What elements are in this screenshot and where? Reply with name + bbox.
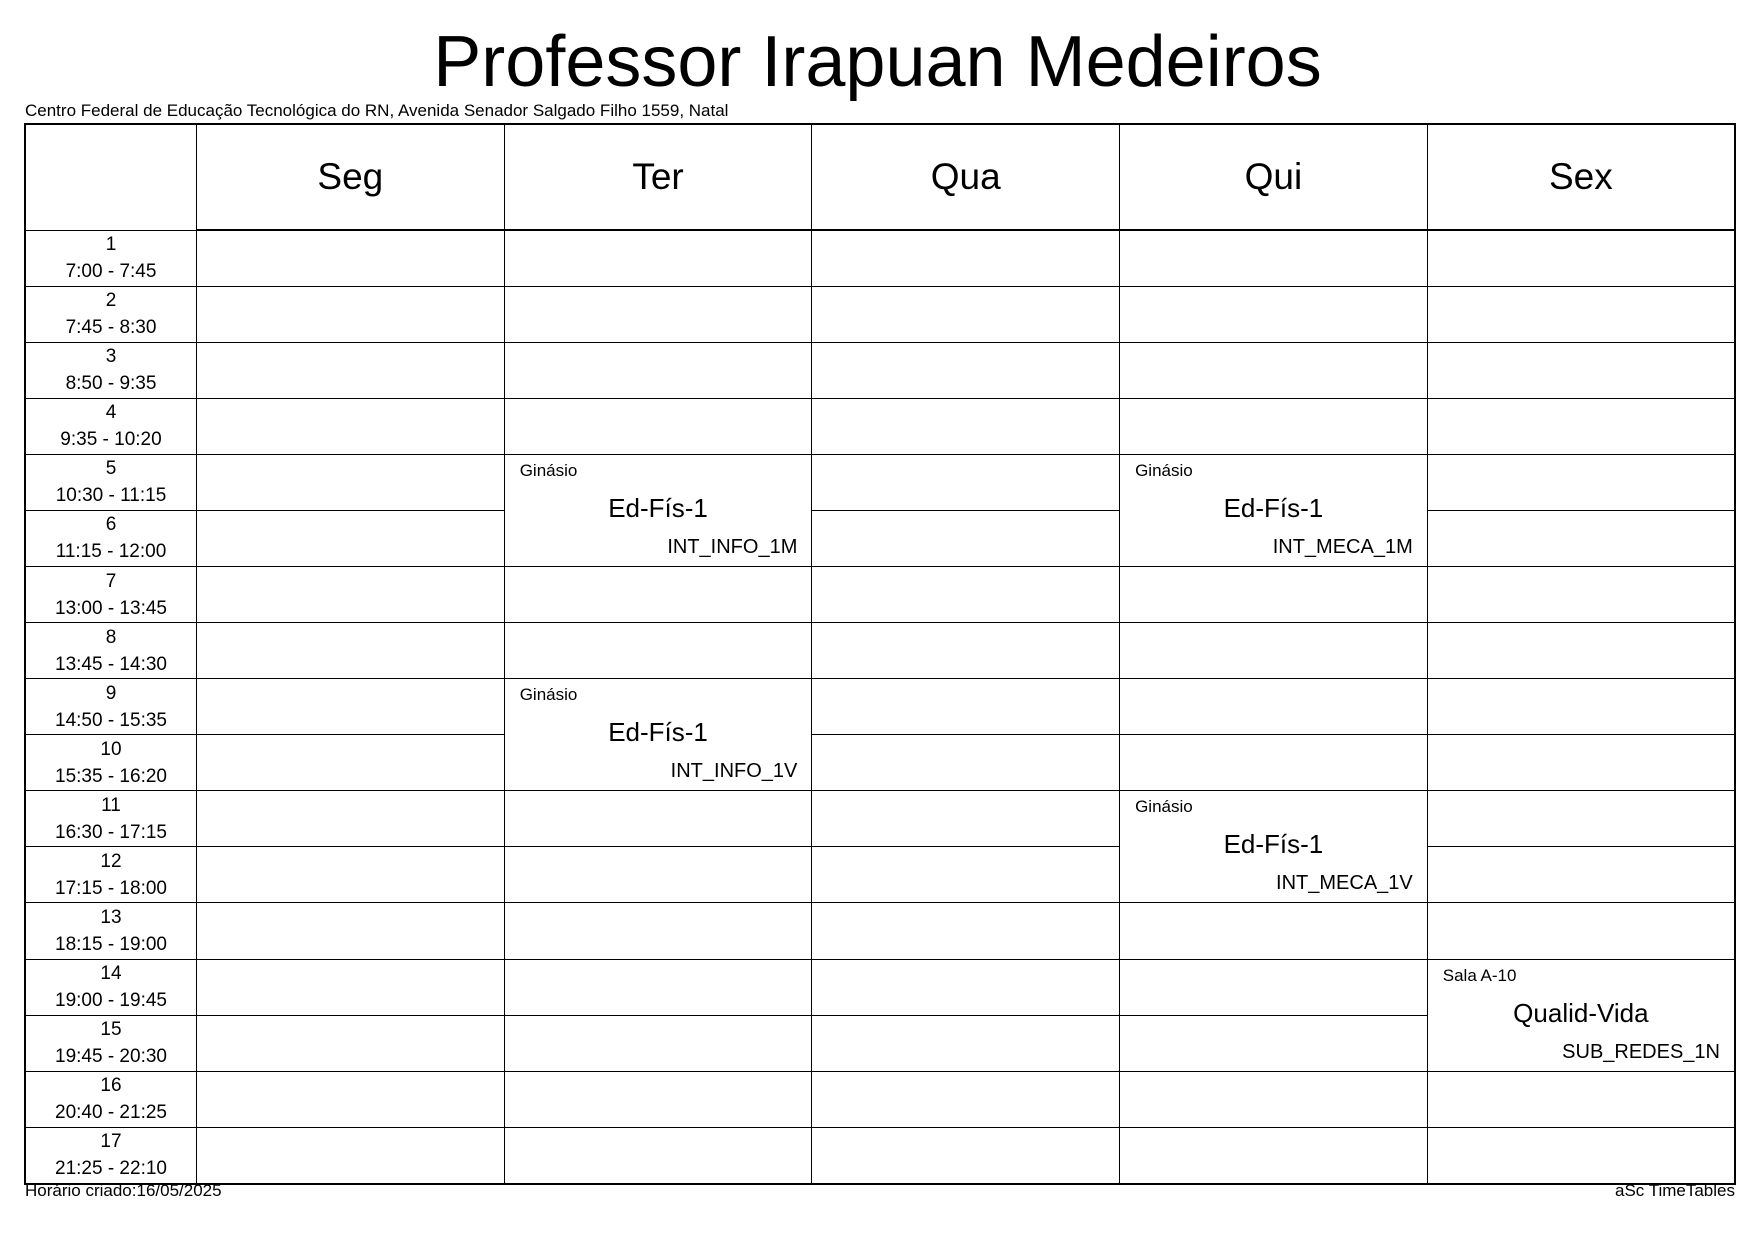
lesson-class: INT_INFO_1V: [670, 760, 798, 783]
empty-slot: [197, 398, 505, 454]
empty-slot: [812, 791, 1120, 847]
empty-slot: [197, 903, 505, 959]
day-header-ter: Ter: [504, 124, 812, 230]
empty-slot: [504, 286, 812, 342]
period-time: 18:15 - 19:00: [55, 933, 167, 955]
school-address: Centro Federal de Educação Tecnológica do RN, Avenida Senador Salgado Filho 1559, Natal: [25, 101, 729, 120]
period-time: 7:00 - 7:45: [65, 261, 157, 283]
period-number: 7: [105, 570, 117, 592]
empty-slot: [1120, 230, 1428, 286]
empty-slot: [1427, 286, 1735, 342]
empty-slot: [1427, 454, 1735, 510]
empty-slot: [812, 735, 1120, 791]
empty-slot: [1427, 903, 1735, 959]
period-row: [25, 286, 1735, 342]
empty-slot: [812, 286, 1120, 342]
empty-slot: [197, 454, 505, 510]
day-header-row: [25, 124, 1735, 230]
empty-slot: [812, 398, 1120, 454]
period-number: 8: [105, 626, 117, 648]
empty-slot: [1120, 1071, 1428, 1127]
empty-slot: [504, 1015, 812, 1071]
empty-slot: [504, 1127, 812, 1184]
period-number: 4: [105, 402, 117, 424]
period-number: 9: [105, 682, 117, 704]
lesson-room: Ginásio: [519, 460, 578, 480]
empty-slot: [197, 679, 505, 735]
empty-slot: [197, 286, 505, 342]
lesson-subject: Ed-Fís-1: [1223, 492, 1324, 523]
period-row: [25, 342, 1735, 398]
period-number: 10: [100, 738, 122, 760]
period-time: 19:45 - 20:30: [55, 1046, 167, 1068]
period-label: [25, 847, 197, 903]
empty-slot: [812, 454, 1120, 510]
day-header-qua: Qua: [812, 124, 1120, 230]
period-row: [25, 398, 1735, 454]
empty-slot: [1427, 1071, 1735, 1127]
empty-slot: [504, 903, 812, 959]
empty-slot: [1120, 342, 1428, 398]
empty-slot: [1427, 566, 1735, 622]
period-label: [25, 398, 197, 454]
period-row: [25, 791, 1735, 847]
period-time: 17:15 - 18:00: [55, 877, 167, 899]
period-label: [25, 566, 197, 622]
empty-slot: [812, 566, 1120, 622]
empty-slot: [1427, 1127, 1735, 1184]
empty-slot: [1120, 623, 1428, 679]
empty-slot: [812, 623, 1120, 679]
day-header-sex: Sex: [1427, 124, 1735, 230]
period-time: 13:00 - 13:45: [55, 597, 167, 619]
empty-slot: [504, 398, 812, 454]
period-number: 12: [100, 850, 122, 872]
period-label: [25, 791, 197, 847]
period-number: 5: [105, 458, 117, 480]
period-time: 21:25 - 22:10: [55, 1158, 167, 1180]
period-number: 1: [105, 234, 117, 256]
empty-slot: [812, 1071, 1120, 1127]
empty-slot: [197, 510, 505, 566]
lesson-cell[interactable]: [1120, 454, 1428, 566]
period-label: [25, 342, 197, 398]
period-number: 17: [100, 1131, 122, 1153]
period-row: [25, 959, 1735, 1015]
period-label: [25, 286, 197, 342]
empty-slot: [812, 230, 1120, 286]
empty-slot: [504, 623, 812, 679]
period-label: [25, 679, 197, 735]
empty-slot: [1427, 230, 1735, 286]
period-number: 6: [105, 514, 117, 536]
empty-slot: [504, 566, 812, 622]
lesson-room: Sala A-10: [1442, 965, 1517, 985]
period-row: [25, 454, 1735, 510]
page-title: Professor Irapuan Medeiros: [433, 22, 1322, 102]
period-label: [25, 510, 197, 566]
period-time: 15:35 - 16:20: [55, 765, 167, 787]
empty-slot: [1120, 679, 1428, 735]
empty-slot: [1427, 510, 1735, 566]
lesson-cell[interactable]: [1120, 791, 1428, 903]
period-label: [25, 454, 197, 510]
period-label: [25, 1071, 197, 1127]
empty-slot: [1427, 623, 1735, 679]
period-number: 11: [101, 794, 121, 816]
lesson-cell[interactable]: [504, 454, 812, 566]
period-row: [25, 1127, 1735, 1184]
empty-slot: [1120, 735, 1428, 791]
period-number: 14: [100, 963, 122, 985]
empty-slot: [197, 230, 505, 286]
empty-slot: [812, 903, 1120, 959]
period-time: 10:30 - 11:15: [55, 485, 167, 507]
period-row: [25, 735, 1735, 791]
day-header-qui: Qui: [1120, 124, 1428, 230]
period-label: [25, 735, 197, 791]
period-row: [25, 623, 1735, 679]
empty-slot: [504, 1071, 812, 1127]
period-number: 16: [100, 1075, 122, 1097]
period-row: [25, 1071, 1735, 1127]
created-date: Horário criado:16/05/2025: [25, 1181, 222, 1200]
empty-slot: [812, 959, 1120, 1015]
empty-slot: [504, 791, 812, 847]
lesson-room: Ginásio: [519, 685, 578, 705]
empty-slot: [197, 1127, 505, 1184]
empty-slot: [1427, 735, 1735, 791]
empty-slot: [1120, 1127, 1428, 1184]
period-number: 13: [100, 906, 122, 928]
empty-slot: [1427, 342, 1735, 398]
empty-slot: [197, 342, 505, 398]
empty-slot: [1427, 847, 1735, 903]
empty-slot: [812, 847, 1120, 903]
corner-cell: [25, 124, 197, 230]
empty-slot: [197, 566, 505, 622]
period-label: [25, 230, 197, 286]
empty-slot: [812, 1127, 1120, 1184]
period-time: 14:50 - 15:35: [55, 709, 167, 731]
empty-slot: [504, 342, 812, 398]
period-label: [25, 1127, 197, 1184]
period-number: 3: [105, 346, 117, 368]
lesson-subject: Ed-Fís-1: [1223, 829, 1324, 860]
period-time: 20:40 - 21:25: [55, 1102, 167, 1124]
empty-slot: [812, 679, 1120, 735]
lesson-subject: Ed-Fís-1: [608, 492, 708, 523]
empty-slot: [504, 230, 812, 286]
software-credit: aSc TimeTables: [1615, 1181, 1735, 1200]
empty-slot: [197, 1015, 505, 1071]
empty-slot: [812, 510, 1120, 566]
period-time: 19:00 - 19:45: [55, 990, 167, 1012]
lesson-subject: Qualid-Vida: [1513, 997, 1649, 1028]
empty-slot: [812, 342, 1120, 398]
empty-slot: [197, 847, 505, 903]
empty-slot: [1427, 398, 1735, 454]
period-row: [25, 903, 1735, 959]
empty-slot: [504, 959, 812, 1015]
period-label: [25, 623, 197, 679]
empty-slot: [197, 1071, 505, 1127]
period-row: [25, 230, 1735, 286]
period-number: 15: [100, 1019, 122, 1041]
empty-slot: [1120, 286, 1428, 342]
period-time: 9:35 - 10:20: [60, 429, 162, 451]
period-time: 13:45 - 14:30: [55, 653, 167, 675]
empty-slot: [1427, 679, 1735, 735]
empty-slot: [812, 1015, 1120, 1071]
period-time: 11:15 - 12:00: [55, 541, 167, 563]
empty-slot: [197, 623, 505, 679]
period-time: 16:30 - 17:15: [55, 821, 167, 843]
empty-slot: [1427, 791, 1735, 847]
lesson-room: Ginásio: [1135, 797, 1193, 817]
day-header-seg: Seg: [197, 124, 505, 230]
period-row: [25, 847, 1735, 903]
lesson-class: INT_INFO_1M: [667, 535, 798, 558]
period-time: 8:50 - 9:35: [65, 373, 157, 395]
lesson-room: Ginásio: [1135, 460, 1193, 480]
lesson-subject: Ed-Fís-1: [608, 717, 708, 748]
empty-slot: [1120, 566, 1428, 622]
period-time: 7:45 - 8:30: [65, 317, 157, 339]
empty-slot: [1120, 959, 1428, 1015]
lesson-cell[interactable]: [504, 679, 812, 791]
empty-slot: [1120, 903, 1428, 959]
timetable-grid: [24, 123, 1736, 1185]
lesson-class: INT_MECA_1M: [1272, 535, 1413, 558]
empty-slot: [1120, 1015, 1428, 1071]
period-row: [25, 510, 1735, 566]
lesson-cell[interactable]: [1427, 959, 1735, 1071]
period-number: 2: [105, 290, 117, 312]
period-row: [25, 679, 1735, 735]
empty-slot: [1120, 398, 1428, 454]
empty-slot: [197, 959, 505, 1015]
period-row: [25, 566, 1735, 622]
lesson-class: INT_MECA_1V: [1276, 872, 1413, 895]
period-label: [25, 959, 197, 1015]
period-label: [25, 1015, 197, 1071]
lesson-class: SUB_REDES_1N: [1562, 1040, 1720, 1063]
empty-slot: [197, 791, 505, 847]
empty-slot: [197, 735, 505, 791]
empty-slot: [504, 847, 812, 903]
period-label: [25, 903, 197, 959]
